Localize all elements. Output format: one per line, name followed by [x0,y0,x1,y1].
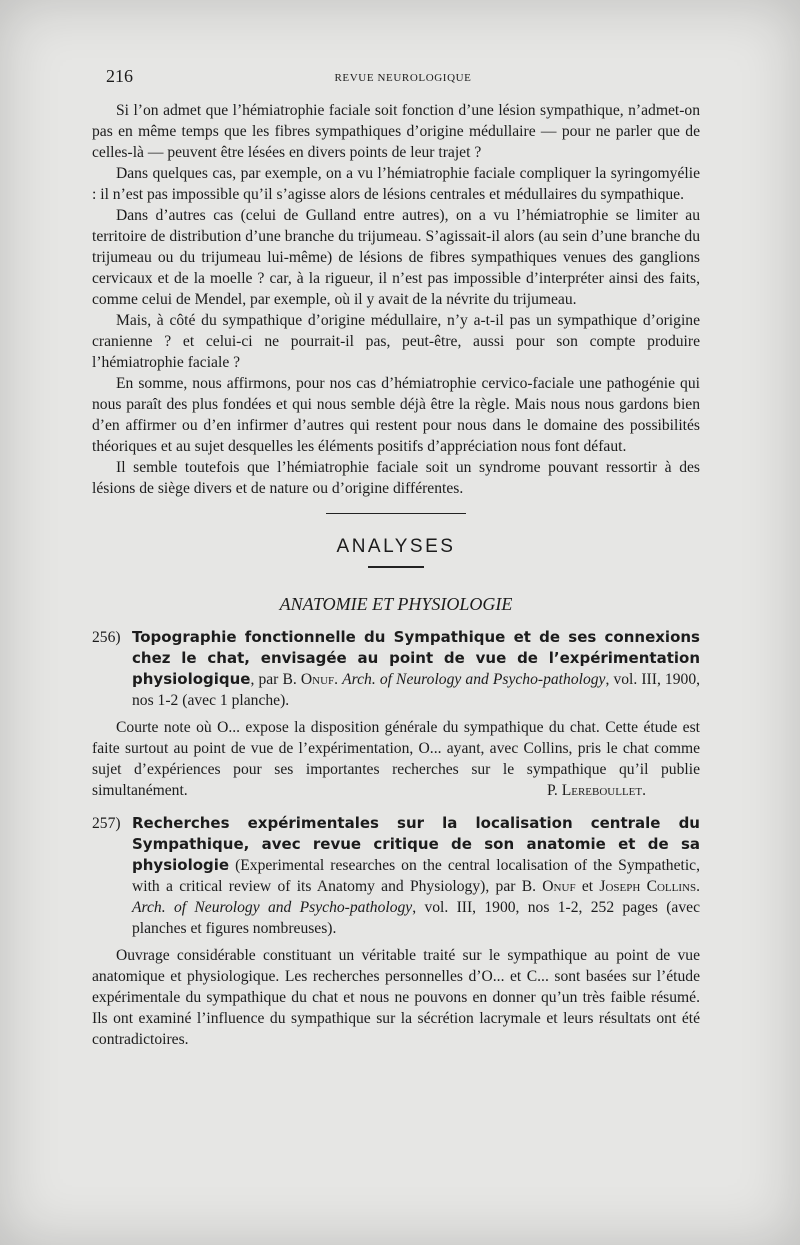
entry-body: Ouvrage considérable constituant un véritable traité sur le sympathique au point de vue anatomique et physiologique. Les recherches personnelles d’O... et C... sont basées sur l’étude expérimentale du sympathique du chat et nous ne pouvons en donner qu’un très faible résumé. Ils ont examiné l’influence du sympathique sur la sécrétion lacrymale et leurs résultats ont été contradictoires. [92,947,700,1048]
entry-and: et [575,878,600,895]
abstract-entry [92,813,700,1050]
paragraph: En somme, nous affirmons, pour nos cas d’hémiatrophie cervico-faciale une pathogénie qui nous paraît des plus fondées et qui nous semble déjà être la règle. Mais nous nous gardons bien d’en affirmer ou d’en infirmer d’autres qui restent pour nous dans le domaine des possibilités théoriques et au sujet desquelles les éléments positifs d’appréciation nous font défaut. [92,375,700,455]
entry-author: Joseph Collins [599,878,697,895]
entry-body-text: Courte note où O... expose la disposition générale du sympathique du chat. Cette étude est faite surtout au point de vue de l’expérimentation, O... ayant, avec Collins, pris le chat comme sujet d’expériences pour ses importantes recherches sur le sympathique qu’il publie simultanément. [92,719,700,799]
paragraph: Dans quelques cas, par exemple, on a vu l’hémiatrophie faciale compliquer la syringomyélie : il n’est pas impossible qu’il s’agisse alors de lésions centrales et médullaires du sympathique. [92,165,700,203]
subsection-title: ANATOMIE ET PHYSIOLOGIE [279,594,513,614]
entry-signature: P. Lereboullet. [546,782,646,799]
paragraph: Mais, à côté du sympathique d’origine médullaire, n’y a-t-il pas un sympathique d’origine cranienne ? et celui-ci ne pourrait-il pas, peut-être, aussi pour son compte produire l’hémiatrophie faciale ? [92,312,700,371]
section-divider [326,513,466,514]
entry-title: Recherches expérimentales sur la localisation centrale du Sympathique, avec revue critique de son anatomie et de sa physiologie [132,814,700,874]
entry-details: , vol. III, 1900, nos 1-2, 252 pages (avec planches et figures nombreuses). [132,899,700,937]
entry-title: Topographie fonctionnelle du Sympathique et de ses connexions chez le chat, envisagée au point de vue de l’expérimentation physiologique [132,628,700,688]
paragraph: Dans d’autres cas (celui de Gulland entre autres), on a vu l’hémiatrophie se limiter au territoire de distribution d’une branche du trijumeau. S’agissait-il alors (au sein d’une branche du trijumeau ou du trijumeau lui-même) de lésions de fibres sympathiques venues des ganglions cervicaux et de la moelle ? car, à la rigueur, il n’est pas impossible d’interpréter ainsi des faits, comme celui de Mendel, par exemple, où il y avait de la névrite du trijumeau. [92,207,700,308]
paragraph: Il semble toutefois que l’hémiatrophie faciale soit un syndrome pouvant ressortir à des lésions de siège divers et de nature ou d’origine différentes. [92,459,700,497]
section-title: ANALYSES [336,536,456,557]
entry-author: Onuf [300,671,335,688]
running-head: REVUE NEUROLOGIQUE [334,72,472,84]
page-header [106,66,700,90]
section-title-underline [368,566,424,568]
abstract-entry [92,627,700,801]
page-number: 216 [106,66,133,86]
entry-subtitle: (Experimental researches on the central localisation of the Sympathetic, with a critical review of its Anatomy and Physiology), par B. [132,857,700,895]
entry-author: Onuf [542,878,576,895]
entry-journal: Arch. of Neurology and Psycho-pathology [132,899,413,916]
page-body [92,100,700,1050]
entry-details: , vol. III, 1900, nos 1-2 (avec 1 planche). [132,671,701,709]
entry-heading: 257) Recherches expérimentales sur la localisation centrale du Sympathique, avec revue critique de son anatomie et de sa physiologie (Experimental researches on the central localisation of the Sympathetic, with a critical review of its Anatomy and Physiology), par B. Onuf et Joseph Collins. Arch. of Neurology and Psycho-pathology, vol. III, 1900, nos 1-2, 252 pages (avec planches et figures nombreuses). [92,814,700,937]
entry-by: , par B. [250,671,297,688]
entry-number: 256) [92,629,121,646]
entry-heading: 256) Topographie fonctionnelle du Sympathique et de ses connexions chez le chat, envisagée au point de vue de l’expérimentation physiologique, par B. Onuf. Arch. of Neurology and Psycho-pathology, vol. III, 1900, nos 1-2 (avec 1 planche). [92,628,701,709]
entry-body [92,717,700,801]
entry-number: 257) [92,815,121,832]
paragraph: Si l’on admet que l’hémiatrophie faciale soit fonction d’une lésion sympathique, n’admet-on pas en même temps que les fibres sympathiques d’origine médullaire — pour ne parler que de celles-là — peuvent être lésées en divers points de leur trajet ? [92,102,700,161]
entry-journal: Arch. of Neurology and Psycho-pathology [342,671,606,688]
